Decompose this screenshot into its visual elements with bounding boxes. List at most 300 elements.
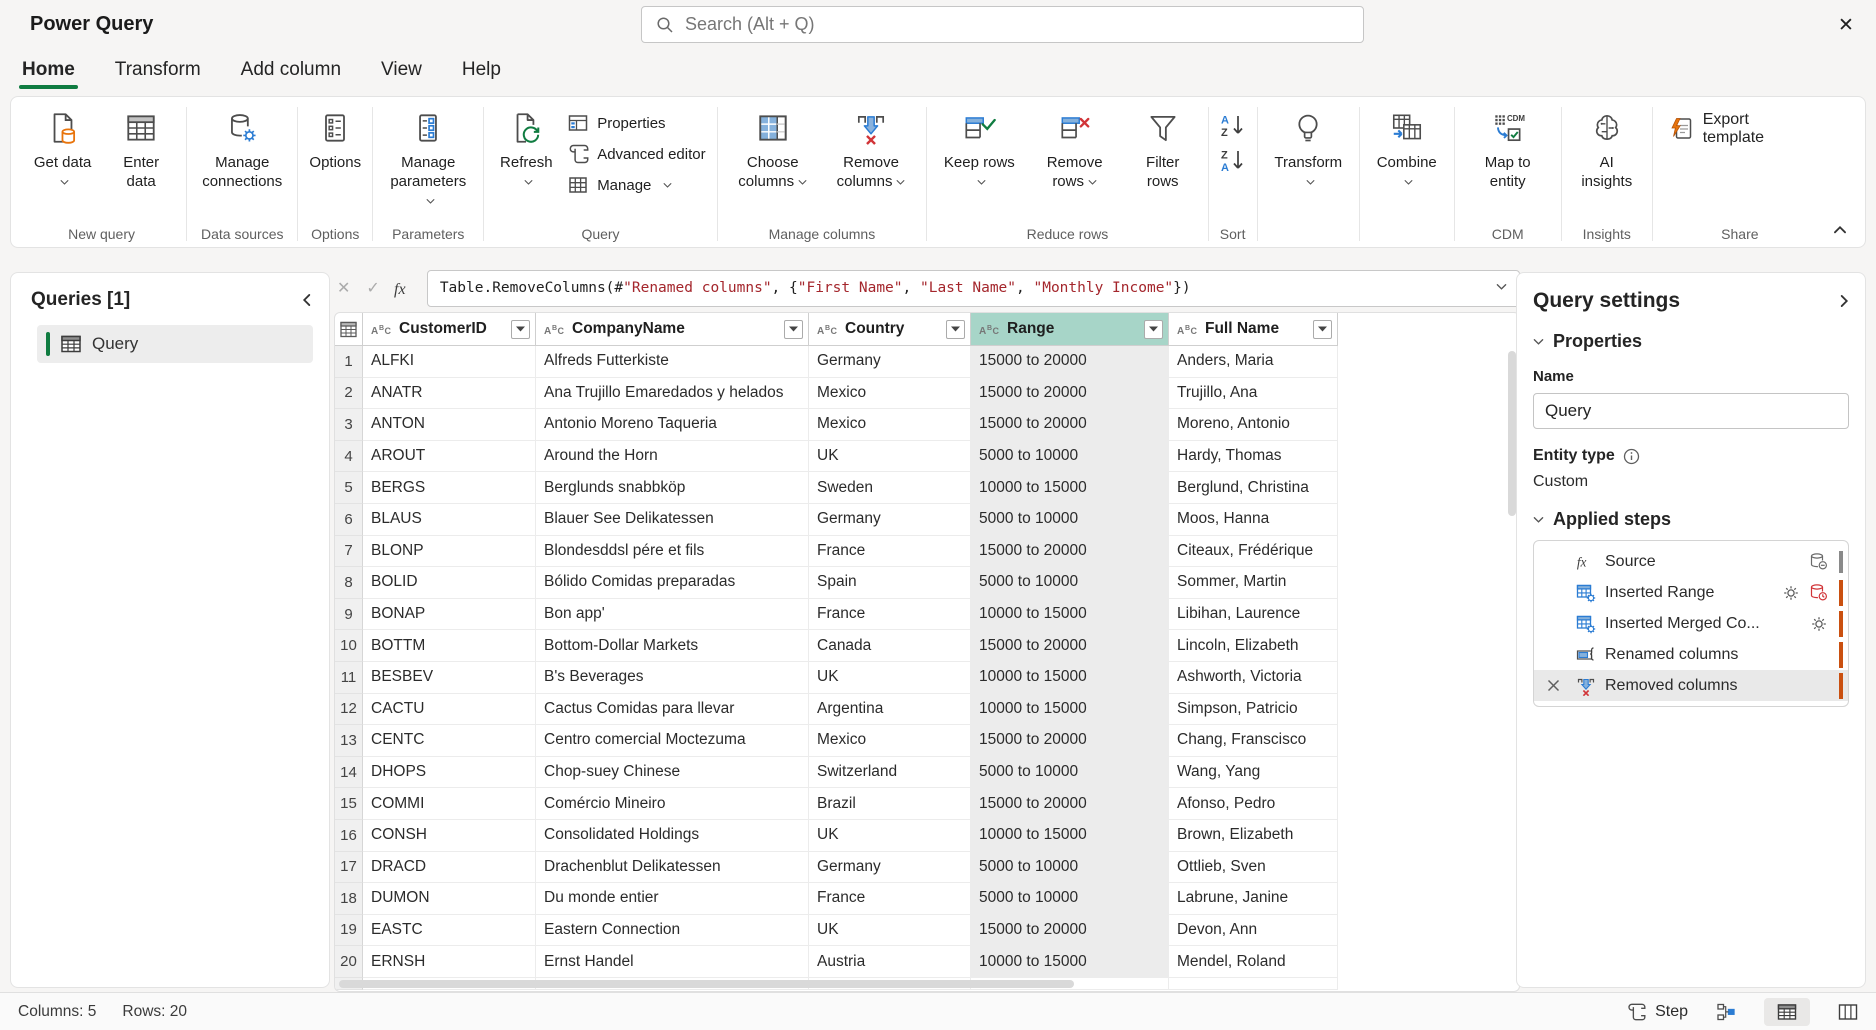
formula-segment: Table.RemoveColumns(# — [439, 280, 624, 296]
ribbon-group-label: Data sources — [201, 226, 284, 242]
combine-icon — [1389, 110, 1425, 146]
applied-step-renamed-columns[interactable]: Renamed columns — [1534, 639, 1848, 670]
table-cell[interactable]: Mexico — [809, 409, 971, 441]
filter-dropdown-button[interactable] — [1144, 320, 1163, 339]
group-divider — [372, 107, 373, 241]
row-number[interactable]: 2 — [335, 378, 363, 410]
table-cell[interactable]: BESBEV — [363, 662, 536, 694]
ribbon-group-label: CDM — [1491, 226, 1524, 242]
table-cell[interactable]: Hardy, Thomas — [1169, 441, 1338, 473]
filter-dropdown-button[interactable] — [1313, 320, 1332, 339]
table-cell[interactable]: Mexico — [809, 378, 971, 410]
table-cell[interactable]: UK — [809, 441, 971, 473]
table-cell[interactable]: Alfreds Futterkiste — [536, 346, 809, 378]
select-all-corner[interactable] — [335, 313, 363, 345]
table-cell[interactable]: Brazil — [809, 788, 971, 820]
table-cell[interactable]: Ernst Handel — [536, 946, 809, 978]
table-cell[interactable]: 5000 to 10000 — [971, 441, 1169, 473]
statusbar — [0, 992, 1876, 1030]
table-cell[interactable]: 10000 to 15000 — [971, 472, 1169, 504]
collapse-queries-icon[interactable] — [302, 293, 311, 307]
remove-rows-button[interactable]: Remove rows — [1027, 105, 1123, 196]
ribbon-group-label: Sort — [1219, 226, 1246, 242]
table-cell[interactable]: Drachenblut Delikatessen — [536, 852, 809, 884]
row-number[interactable]: 11 — [335, 662, 363, 694]
table-cell[interactable]: Wang, Yang — [1169, 757, 1338, 789]
table-cell[interactable]: Consolidated Holdings — [536, 820, 809, 852]
ribbon-group-new-query — [19, 105, 184, 245]
titlebar — [0, 0, 1876, 48]
delete-step-icon[interactable] — [1546, 678, 1561, 693]
ribbon-group-label: New query — [68, 226, 135, 242]
table-cell[interactable]: Trujillo, Ana — [1169, 378, 1338, 410]
table-cell[interactable]: DHOPS — [363, 757, 536, 789]
properties-button[interactable]: Properties — [563, 111, 709, 135]
table-cell[interactable]: ALFKI — [363, 346, 536, 378]
table-cell[interactable]: France — [809, 883, 971, 915]
table-cell[interactable]: ANATR — [363, 378, 536, 410]
sort-az-icon — [1220, 112, 1246, 138]
step-status-bar — [1839, 611, 1843, 637]
table-cell[interactable]: Ana Trujillo Emaredados y helados — [536, 378, 809, 410]
chevron-down-icon — [1404, 179, 1413, 186]
ribbon-group-sort — [1211, 105, 1255, 245]
table-cell[interactable]: 15000 to 20000 — [971, 630, 1169, 662]
table-cell[interactable]: Lincoln, Elizabeth — [1169, 630, 1338, 662]
table-row — [335, 946, 1338, 978]
table-cell[interactable]: CENTC — [363, 725, 536, 757]
combine-button[interactable]: Combine — [1367, 105, 1447, 196]
row-number[interactable]: 16 — [335, 820, 363, 852]
schema-view-icon[interactable] — [1838, 1002, 1858, 1022]
choose-columns-icon — [755, 110, 791, 146]
filter-arrow-icon — [1318, 326, 1327, 332]
query-table-icon — [60, 333, 82, 355]
queries-panel-title: Queries [1] — [31, 289, 131, 310]
formula-input[interactable] — [427, 270, 1520, 307]
column-header-customerid[interactable]: A B C CustomerID — [363, 313, 536, 345]
gear-icon[interactable] — [1782, 584, 1800, 602]
formula-bar — [334, 268, 1520, 308]
table-cell[interactable]: BLAUS — [363, 504, 536, 536]
column-header-companyname[interactable]: A B C CompanyName — [536, 313, 809, 345]
chevron-down-icon — [896, 179, 905, 186]
row-number[interactable]: 4 — [335, 441, 363, 473]
remove-columns-icon — [853, 110, 889, 146]
row-number[interactable]: 8 — [335, 567, 363, 599]
table-row — [335, 757, 1338, 789]
table-row — [335, 441, 1338, 473]
table-cell[interactable]: Sweden — [809, 472, 971, 504]
filter-dropdown-button[interactable] — [946, 320, 965, 339]
selected-query-accent — [46, 332, 50, 356]
table-cell[interactable]: Libihan, Laurence — [1169, 599, 1338, 631]
table-cell[interactable]: 15000 to 20000 — [971, 725, 1169, 757]
keep-rows-button[interactable]: Keep rows — [934, 105, 1024, 196]
table-cell[interactable]: 15000 to 20000 — [971, 536, 1169, 568]
group-divider — [1208, 107, 1209, 241]
advanced-editor-icon — [567, 143, 589, 165]
formula-segment: "Renamed columns" — [623, 280, 772, 296]
table-cell[interactable]: Comércio Mineiro — [536, 788, 809, 820]
table-row — [335, 852, 1338, 884]
table-cell[interactable]: BOLID — [363, 567, 536, 599]
data-view-icon — [1777, 1002, 1797, 1022]
applied-step-source[interactable]: fx Source — [1534, 546, 1848, 577]
step-script-icon — [1626, 1002, 1646, 1022]
svg-text:A: A — [1177, 325, 1185, 337]
row-number[interactable]: 19 — [335, 915, 363, 947]
table-cell[interactable]: Spain — [809, 567, 971, 599]
group-divider — [1359, 107, 1360, 241]
table-row — [335, 788, 1338, 820]
ribbon-group-share — [1655, 105, 1825, 245]
row-number[interactable]: 12 — [335, 694, 363, 726]
table-cell[interactable]: BONAP — [363, 599, 536, 631]
table-cell[interactable]: Brown, Elizabeth — [1169, 820, 1338, 852]
ribbon-group-query — [486, 105, 714, 245]
table-row — [335, 567, 1338, 599]
table-cell[interactable]: Centro comercial Moctezuma — [536, 725, 809, 757]
table-cell[interactable]: Austria — [809, 946, 971, 978]
svg-text:A: A — [979, 325, 987, 337]
table-cell[interactable]: EASTC — [363, 915, 536, 947]
table-cell[interactable]: Afonso, Pedro — [1169, 788, 1338, 820]
tab-transform[interactable]: Transform — [114, 59, 201, 80]
row-number[interactable]: 3 — [335, 409, 363, 441]
formula-segment: , — [902, 280, 920, 296]
table-row — [335, 630, 1338, 662]
applied-step-removed-columns[interactable]: Removed columns — [1534, 670, 1848, 701]
manage-icon — [567, 174, 589, 196]
horizontal-scrollbar[interactable] — [337, 978, 1503, 990]
step-status-bar — [1839, 580, 1843, 606]
refresh-button[interactable]: Refresh — [491, 105, 561, 196]
table-cell[interactable]: Antonio Moreno Taqueria — [536, 409, 809, 441]
tab-home[interactable]: Home — [22, 59, 75, 80]
step-view-button[interactable]: Step — [1626, 1002, 1688, 1022]
table-cell[interactable]: 10000 to 15000 — [971, 694, 1169, 726]
table-cell[interactable]: 15000 to 20000 — [971, 788, 1169, 820]
chevron-down-icon — [1533, 516, 1544, 524]
entity-type-label: Entity type — [1533, 447, 1615, 464]
table-cell[interactable]: CACTU — [363, 694, 536, 726]
table-cell[interactable]: UK — [809, 820, 971, 852]
column-header-country[interactable]: A B C Country — [809, 313, 971, 345]
row-number[interactable]: 9 — [335, 599, 363, 631]
properties-section-header[interactable]: Properties — [1533, 331, 1849, 352]
manage-button[interactable]: Manage — [563, 173, 709, 197]
app-title: Power Query — [30, 12, 154, 35]
export-template-button[interactable]: Export template — [1660, 105, 1820, 153]
fx-icon — [393, 278, 417, 298]
ribbon-group-data-sources — [189, 105, 295, 245]
ribbon-group-label: Reduce rows — [1026, 226, 1109, 242]
table-cell[interactable]: Anders, Maria — [1169, 346, 1338, 378]
collapse-settings-icon[interactable] — [1840, 294, 1849, 308]
table-cell[interactable]: Bottom-Dollar Markets — [536, 630, 809, 662]
manage-parameters-icon — [410, 110, 446, 146]
remove-columns-button[interactable]: Remove columns — [823, 105, 919, 196]
gear-icon[interactable] — [1810, 615, 1828, 633]
table-cell[interactable]: Ottlieb, Sven — [1169, 852, 1338, 884]
table-cell[interactable]: UK — [809, 662, 971, 694]
collapse-ribbon-button[interactable] — [1833, 222, 1847, 237]
filter-rows-button[interactable]: Filter rows — [1125, 105, 1201, 196]
group-divider — [717, 107, 718, 241]
formula-commit-button[interactable]: ✓ — [366, 280, 380, 297]
table-cell[interactable]: Germany — [809, 852, 971, 884]
export-template-icon — [1668, 116, 1694, 142]
table-row — [335, 346, 1338, 378]
table-cell[interactable]: B's Beverages — [536, 662, 809, 694]
tab-view[interactable]: View — [381, 59, 422, 80]
filter-arrow-icon — [1149, 326, 1158, 332]
table-cell[interactable]: Blauer See Delikatessen — [536, 504, 809, 536]
abc-icon — [371, 322, 393, 337]
table-row — [335, 536, 1338, 568]
manage-connections-icon — [224, 110, 260, 146]
table-cell[interactable]: Moos, Hanna — [1169, 504, 1338, 536]
ribbon-group-label: Query — [581, 226, 620, 242]
formula-segment: "First Name" — [797, 280, 903, 296]
group-divider — [483, 107, 484, 241]
menubar — [0, 48, 1876, 92]
data-view-button[interactable] — [1764, 998, 1810, 1026]
row-number[interactable]: 20 — [335, 946, 363, 978]
svg-text:A: A — [1220, 162, 1229, 173]
table-cell[interactable]: CONSH — [363, 820, 536, 852]
table-cell[interactable]: Mendel, Roland — [1169, 946, 1338, 978]
fx-step-icon — [1576, 553, 1596, 570]
table-cell[interactable]: 5000 to 10000 — [971, 883, 1169, 915]
table-cell[interactable]: Switzerland — [809, 757, 971, 789]
rows-count: Rows: 20 — [122, 1002, 188, 1020]
ribbon — [10, 96, 1866, 248]
ribbon-group-reduce-rows — [929, 105, 1205, 245]
table-cell[interactable]: ANTON — [363, 409, 536, 441]
corner-grid-icon — [339, 320, 358, 339]
ribbon-group-label: Insights — [1582, 226, 1631, 242]
table-row — [335, 820, 1338, 852]
sort-az-button[interactable] — [1216, 111, 1250, 139]
formula-segment: }) — [1173, 280, 1191, 296]
svg-text:fx: fx — [393, 281, 406, 298]
table-cell[interactable]: 5000 to 10000 — [971, 504, 1169, 536]
table-cell[interactable]: Chang, Franscisco — [1169, 725, 1338, 757]
row-number[interactable]: 6 — [335, 504, 363, 536]
table-cell[interactable]: Sommer, Martin — [1169, 567, 1338, 599]
column-header-range[interactable]: A B C Range — [971, 313, 1169, 345]
table-cell[interactable]: 5000 to 10000 — [971, 757, 1169, 789]
search-input[interactable] — [685, 14, 1349, 35]
table-cell[interactable]: Citeaux, Frédérique — [1169, 536, 1338, 568]
advanced-editor-button[interactable]: Advanced editor — [563, 142, 709, 166]
svg-text:B: B — [552, 324, 558, 332]
step-status-bar — [1839, 642, 1843, 668]
row-number[interactable]: 7 — [335, 536, 363, 568]
row-number[interactable]: 1 — [335, 346, 363, 378]
query-name-input[interactable] — [1533, 393, 1849, 429]
removed-columns-icon — [1576, 676, 1596, 696]
data-preview-grid — [334, 312, 1520, 992]
table-cell[interactable]: Berglund, Christina — [1169, 472, 1338, 504]
manage-connections-button[interactable]: Manage connections — [194, 105, 290, 196]
ribbon-group-label: Manage columns — [768, 226, 876, 242]
table-row — [335, 694, 1338, 726]
tab-help[interactable]: Help — [461, 59, 501, 80]
formula-segment: "Monthly Income" — [1033, 280, 1174, 296]
manage-parameters-button[interactable]: Manage parameters — [380, 105, 476, 215]
search-icon — [656, 16, 674, 34]
filter-arrow-icon — [789, 326, 798, 332]
table-cell[interactable]: BLONP — [363, 536, 536, 568]
table-cell[interactable]: DUMON — [363, 883, 536, 915]
close-button[interactable]: ✕ — [1838, 14, 1854, 36]
table-cell[interactable]: DRACD — [363, 852, 536, 884]
ribbon-group-9 — [1362, 105, 1452, 245]
table-cell[interactable]: Argentina — [809, 694, 971, 726]
table-cell[interactable]: Bólido Comidas preparadas — [536, 567, 809, 599]
abc-icon — [1177, 322, 1199, 337]
table-cell[interactable]: 5000 to 10000 — [971, 852, 1169, 884]
sort-za-button[interactable] — [1216, 146, 1250, 174]
table-cell[interactable]: France — [809, 599, 971, 631]
name-label: Name — [1533, 368, 1574, 385]
table-cell[interactable]: Around the Horn — [536, 441, 809, 473]
chevron-down-icon — [1088, 179, 1097, 186]
enter-data-button[interactable]: Enter data — [103, 105, 179, 196]
row-number[interactable]: 15 — [335, 788, 363, 820]
table-cell[interactable]: Devon, Ann — [1169, 915, 1338, 947]
table-cell[interactable]: 10000 to 15000 — [971, 820, 1169, 852]
transform-button[interactable]: Transform — [1265, 105, 1352, 196]
svg-text:A: A — [817, 325, 825, 337]
tab-add-column[interactable]: Add column — [240, 59, 342, 80]
table-cell[interactable]: Eastern Connection — [536, 915, 809, 947]
table-cell[interactable]: Cactus Comidas para llevar — [536, 694, 809, 726]
table-cell[interactable]: COMMI — [363, 788, 536, 820]
database-minus-icon[interactable] — [1809, 552, 1828, 571]
chevron-down-icon — [663, 182, 672, 189]
ai-insights-icon — [1589, 110, 1625, 146]
step-status-bar — [1839, 551, 1843, 573]
formula-cancel-button[interactable]: ✕ — [337, 280, 351, 297]
table-cell[interactable]: Bon app' — [536, 599, 809, 631]
applied-step-inserted-range[interactable]: Inserted Range — [1534, 577, 1848, 608]
svg-text:B: B — [987, 324, 993, 332]
ribbon-group-cdm — [1457, 105, 1559, 245]
map-to-entity-button[interactable]: CDM Map to entity — [1462, 105, 1554, 196]
chevron-down-icon — [1306, 179, 1315, 186]
table-cell[interactable]: 10000 to 15000 — [971, 946, 1169, 978]
svg-text:B: B — [825, 324, 831, 332]
table-cell[interactable]: ERNSH — [363, 946, 536, 978]
ai-insights-button[interactable]: AI insights — [1569, 105, 1645, 196]
ribbon-group-label: Parameters — [392, 226, 465, 242]
table-cell[interactable]: 15000 to 20000 — [971, 378, 1169, 410]
table-cell[interactable]: Ashworth, Victoria — [1169, 662, 1338, 694]
refresh-icon — [508, 110, 544, 146]
table-cell[interactable]: UK — [809, 915, 971, 947]
table-row — [335, 883, 1338, 915]
applied-steps-section-header[interactable]: Applied steps — [1533, 509, 1849, 530]
applied-step-inserted-merged-co[interactable]: Inserted Merged Co... — [1534, 608, 1848, 639]
table-cell[interactable]: Germany — [809, 504, 971, 536]
table-cell[interactable]: Chop-suey Chinese — [536, 757, 809, 789]
chevron-down-icon — [524, 179, 533, 186]
table-cell[interactable]: Blondesddsl pére et fils — [536, 536, 809, 568]
table-cell[interactable]: Germany — [809, 346, 971, 378]
diagram-view-icon[interactable] — [1716, 1002, 1736, 1022]
table-cell[interactable]: BERGS — [363, 472, 536, 504]
formula-expand-button[interactable] — [1496, 283, 1507, 291]
row-number[interactable]: 18 — [335, 883, 363, 915]
table-cell[interactable]: Du monde entier — [536, 883, 809, 915]
table-cell[interactable]: Simpson, Patricio — [1169, 694, 1338, 726]
table-cell[interactable]: 5000 to 10000 — [971, 567, 1169, 599]
column-header-full-name[interactable]: A B C Full Name — [1169, 313, 1338, 345]
table-cell[interactable]: Canada — [809, 630, 971, 662]
group-divider — [1652, 107, 1653, 241]
table-row — [335, 915, 1338, 947]
ribbon-group-manage-columns — [720, 105, 925, 245]
table-cell[interactable]: BOTTM — [363, 630, 536, 662]
svg-text:A: A — [371, 325, 379, 337]
formula-segment: , — [1016, 280, 1034, 296]
choose-columns-button[interactable]: Choose columns — [725, 105, 821, 196]
search-box[interactable] — [641, 6, 1364, 43]
table-cell[interactable]: 10000 to 15000 — [971, 662, 1169, 694]
map-to-entity-icon — [1490, 110, 1526, 146]
table-cell[interactable]: Mexico — [809, 725, 971, 757]
row-number[interactable]: 17 — [335, 852, 363, 884]
table-cell[interactable]: AROUT — [363, 441, 536, 473]
table-cell[interactable]: 15000 to 20000 — [971, 915, 1169, 947]
ribbon-group-8 — [1260, 105, 1357, 245]
row-number[interactable]: 14 — [335, 757, 363, 789]
abc-icon — [817, 322, 839, 337]
filter-dropdown-button[interactable] — [511, 320, 530, 339]
database-clock-icon[interactable] — [1809, 583, 1828, 602]
options-button[interactable]: Options — [305, 105, 365, 177]
group-divider — [926, 107, 927, 241]
filter-arrow-icon — [516, 326, 525, 332]
row-number[interactable]: 5 — [335, 472, 363, 504]
table-row — [335, 662, 1338, 694]
table-cell[interactable]: Labrune, Janine — [1169, 883, 1338, 915]
ribbon-group-options — [300, 105, 370, 245]
info-icon[interactable] — [1623, 448, 1640, 465]
row-number[interactable]: 10 — [335, 630, 363, 662]
table-cell[interactable]: Moreno, Antonio — [1169, 409, 1338, 441]
get-data-icon — [45, 110, 81, 146]
row-number[interactable]: 13 — [335, 725, 363, 757]
svg-text:B: B — [1185, 324, 1191, 332]
table-cell[interactable]: 15000 to 20000 — [971, 346, 1169, 378]
table-cell[interactable]: 15000 to 20000 — [971, 409, 1169, 441]
table-cell[interactable]: 10000 to 15000 — [971, 599, 1169, 631]
table-cell[interactable]: Berglunds snabbköp — [536, 472, 809, 504]
chevron-down-icon — [798, 179, 807, 186]
filter-dropdown-button[interactable] — [784, 320, 803, 339]
query-list-item[interactable]: Query — [37, 325, 313, 363]
svg-text:CDM: CDM — [1506, 114, 1525, 124]
table-cell[interactable]: France — [809, 536, 971, 568]
get-data-button[interactable]: Get data — [24, 105, 101, 196]
formula-segment: "Last Name" — [919, 280, 1017, 296]
table-row — [335, 409, 1338, 441]
